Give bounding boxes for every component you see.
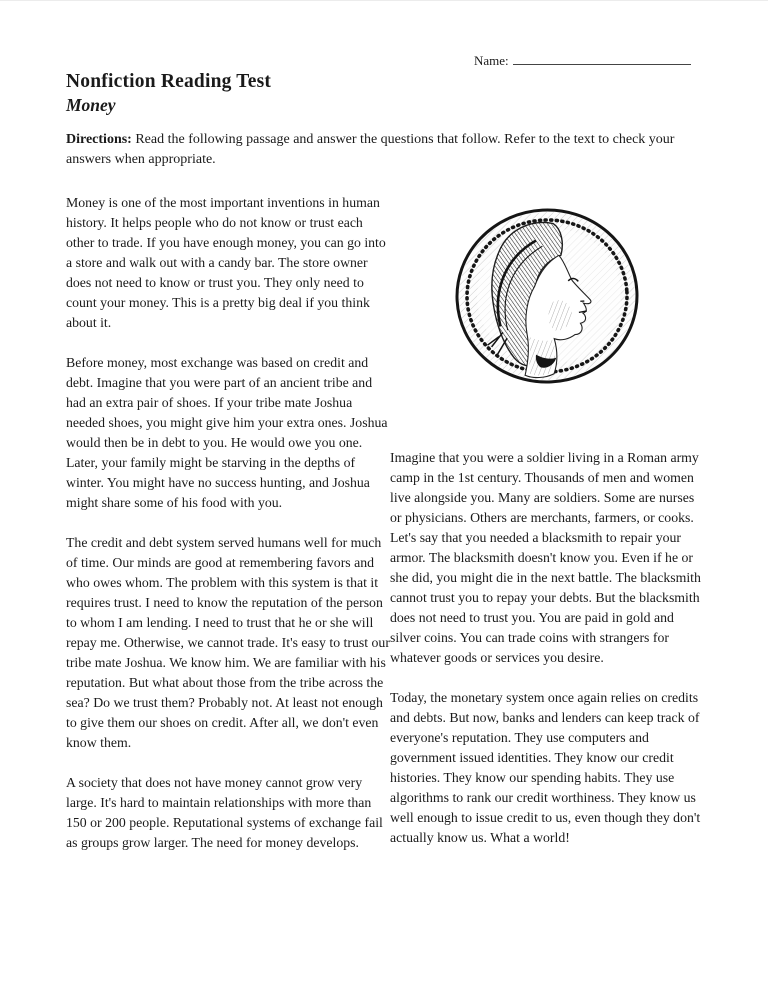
ancient-coin-icon xyxy=(453,206,641,386)
paragraph: Money is one of the most important inventions in human history. It helps people who do not know or trust each other to trade. If you have enough money, you can go into a store and walk out with a candy bar. The store owner does not need to know or trust you. They only need to count your money. This is a pretty big deal if you think about it. xyxy=(66,195,386,330)
paragraph: Today, the monetary system once again relies on credits and debts. But now, banks and lenders can keep track of everyone's reputation. They use computers and government issued identities. They know our credit histories. They know our spending habits. They use algorithms to rank our credit worthiness. They know us well enough to issue credit to us, even though they don't actually know us. What a world! xyxy=(390,690,701,845)
coin-engraving-group xyxy=(453,206,641,386)
passage-right-column xyxy=(390,193,704,868)
paragraph: Before money, most exchange was based on credit and debt. Imagine that you were part of an ancient tribe and had an extra pair of shoes. If your tribe mate Joshua needed shoes, you might give him your extra ones. Joshua would then be in debt to you. He would owe you one. Later, your family might be starving in the depths of winter. You might have no success hunting, and Joshua might share some of his food with you. xyxy=(66,355,388,510)
directions xyxy=(66,130,702,170)
paragraph: A society that does not have money cannot grow very large. It's hard to maintain relationships with more than 150 or 200 people. Reputational systems of exchange fail as groups grow larger. The need for money develops. xyxy=(66,775,383,850)
name-row xyxy=(474,51,691,69)
name-blank[interactable] xyxy=(513,51,691,65)
page-title: Nonfiction Reading Test xyxy=(66,71,272,92)
coin-figure xyxy=(390,206,704,386)
paragraph: The credit and debt system served humans well for much of time. Our minds are good at remembering favors and who owes whom. The problem with this system is that it requires trust. I need to know the reputation of the person to whom I am lending. I need to trust that he or she will repay me. Otherwise, we cannot trade. It's easy to trust our tribe mate Joshua. We know him. We are familiar with his reputation. But what about those from the tribe across the sea? Do we trust them? Probably not. At least not enough to give them our shoes on credit. After all, we don't even know them. xyxy=(66,535,390,750)
paragraph: Imagine that you were a soldier living in a Roman army camp in the 1st century. Thousands of men and women live alongside you. Many are soldiers. Some are nurses or physicians. Others are merchants, farmers, or cooks. Let's say that you needed a blacksmith to repair your armor. The blacksmith doesn't know you. Even if he or she did, you might die in the next battle. The blacksmith cannot trust you to repay your debts. But the blacksmith does not need to trust you. You are paid in gold and silver coins. You can trade coins with strangers for whatever goods or services you desire. xyxy=(390,450,701,665)
page-subtitle: Money xyxy=(66,95,116,115)
name-label: Name: xyxy=(474,53,509,68)
directions-text: Read the following passage and answer the questions that follow. Refer to the text to check your answers when appropriate. xyxy=(66,132,675,167)
directions-label: Directions: xyxy=(66,132,132,147)
passage-left-column xyxy=(66,193,392,873)
